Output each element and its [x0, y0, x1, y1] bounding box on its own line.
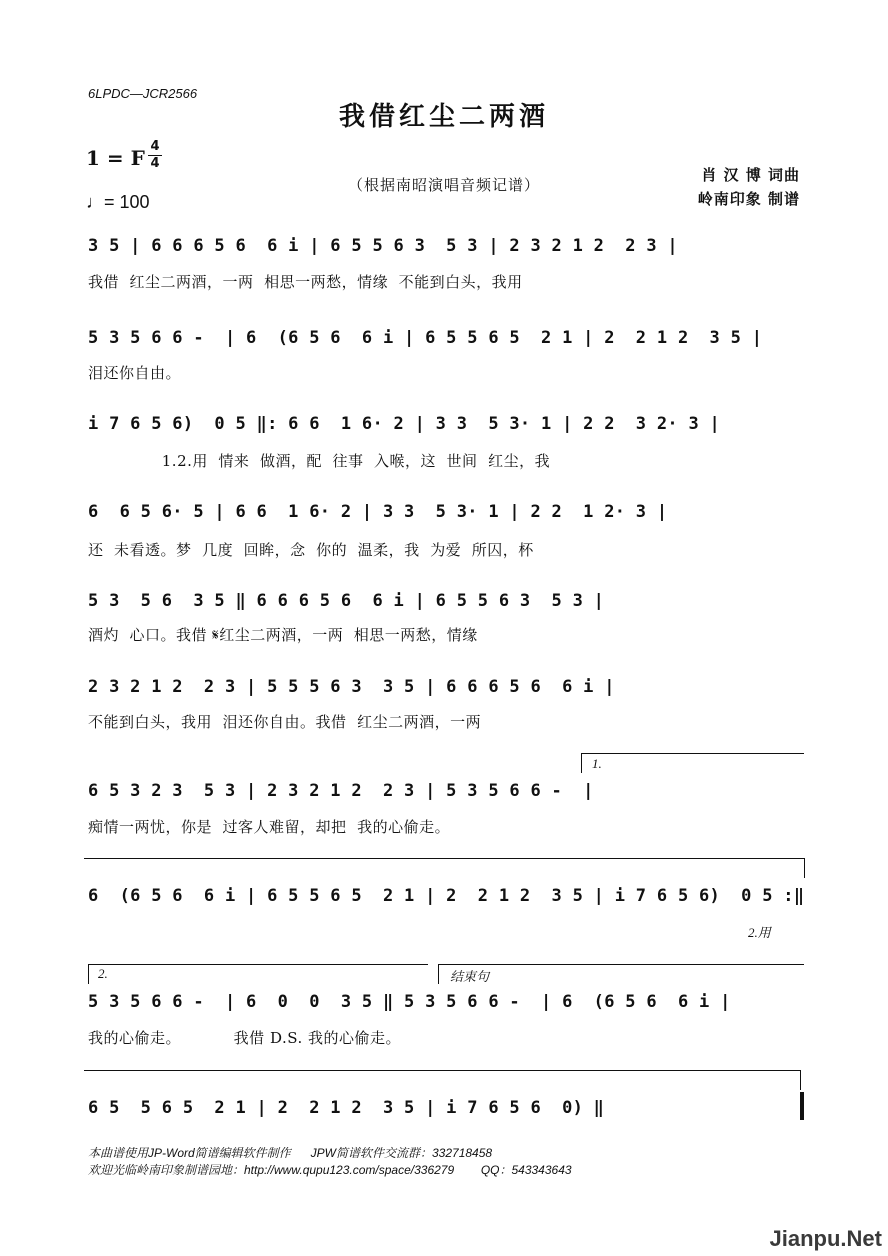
- pickup-lyric-2: 2.用: [748, 925, 771, 940]
- lyric-row-2: 泪还你自由。: [88, 364, 182, 382]
- arranger: 岭南印象 制谱: [697, 190, 800, 208]
- ending-continuation-edge: [800, 1070, 801, 1090]
- score-row-10: 6 5 5 6 5 2 1 | 2 2 1 2 3 5 | i 7 6 5 6 0) ‖: [88, 1098, 605, 1118]
- source-note: （根据南昭演唱音频记谱）: [347, 176, 540, 194]
- lyric-row-3: 1.2.用 情来 做酒，配 往事 入喉，这 世间 红尘，我: [88, 452, 551, 470]
- score-row-7: 6 5 3 2 3 5 3 | 2 3 2 1 2 2 3 | 5 3 5 6 6 - |: [88, 781, 594, 801]
- final-barline: [800, 1092, 804, 1120]
- score-code: 6LPDC—JCR2566: [88, 86, 198, 101]
- ending-bracket-edge: [438, 964, 439, 984]
- score-row-2: 5 3 5 6 6 - | 6 (6 5 6 6 i | 6 5 5 6 5 2 1 | 2 2 1 2 3 5 |: [88, 328, 763, 348]
- score-row-8: 6 (6 5 6 6 i | 6 5 5 6 5 2 1 | 2 2 1 2 3 5 | i 7 6 5 6) 0 5 :‖: [88, 886, 805, 906]
- tempo-marking: [86, 192, 150, 213]
- watermark-logo: Jianpu.Net: [769, 1226, 882, 1251]
- volta-1-continuation-edge: [804, 858, 805, 878]
- ending-bracket: [438, 964, 804, 965]
- tempo-value: = 100: [104, 192, 150, 212]
- volta-1-label: 1.: [592, 756, 602, 771]
- volta-1-bracket-edge: [581, 753, 582, 773]
- score-row-6: 2 3 2 1 2 2 3 | 5 5 5 6 3 3 5 | 6 6 6 5 6 6 i |: [88, 677, 615, 697]
- volta-1-continuation: [84, 858, 804, 859]
- time-signature: [148, 140, 162, 171]
- time-signature-top: 4: [150, 139, 160, 154]
- lyric-row-9: 我的心偷走。 我借 D.S. 我的心偷走。: [88, 1029, 401, 1047]
- footer-line-1: 本曲谱使用JP-Word简谱编辑软件制作 JPW简谱软件交流群：332718458: [88, 1146, 493, 1160]
- ending-label: 结束句: [450, 969, 490, 984]
- score-row-3: i 7 6 5 6) 0 5 ‖: 6 6 1 6· 2 | 3 3 5 3· 1 | 2 2 3 2· 3 |: [88, 414, 721, 434]
- score-row-9: 5 3 5 6 6 - | 6 0 0 3 5 ‖ 5 3 5 6 6 - | 6 (6 5 6 6 i |: [88, 992, 731, 1012]
- footer-line-2: 欢迎光临岭南印象制谱园地：http://www.qupu123.com/space/336279 QQ：543343643: [88, 1163, 572, 1177]
- volta-2-bracket: [88, 964, 428, 965]
- lyric-row-7: 痴情一两忧，你是 过客人难留，却把 我的心偷走。: [88, 818, 451, 836]
- lyric-row-6: 不能到白头，我用 泪还你自由。我借 红尘二两酒，一两: [88, 713, 482, 731]
- volta-2-label: 2.: [98, 966, 108, 981]
- score-row-5: 5 3 5 6 3 5 ‖ 6 6 6 5 6 6 i | 6 5 5 6 3 5 3 |: [88, 591, 605, 611]
- lyric-row-5: 酒灼 心口。我借 𝄋红尘二两酒，一两 相思一两愁，情缘: [88, 626, 478, 644]
- lyric-row-4: 还 未看透。梦 几度 回眸，念 你的 温柔，我 为爱 所囚，杯: [88, 541, 534, 559]
- volta-2-bracket-edge: [88, 964, 89, 984]
- score-row-4: 6 6 5 6· 5 | 6 6 1 6· 2 | 3 3 5 3· 1 | 2 2 1 2· 3 |: [88, 502, 668, 522]
- time-signature-bottom: 4: [150, 156, 160, 171]
- volta-1-bracket: [581, 753, 804, 754]
- lyric-row-1: 我借 红尘二两酒，一两 相思一两愁，情缘 不能到白头，我用: [88, 273, 523, 291]
- key-signature: 1 = F: [86, 146, 145, 170]
- ending-continuation: [84, 1070, 800, 1071]
- lyricist-composer: 肖 汉 博 词曲: [701, 166, 800, 184]
- page-title: 我借红尘二两酒: [338, 102, 549, 132]
- quarter-note-icon: ♩: [86, 192, 104, 212]
- score-row-1: 3 5 | 6 6 6 5 6 6 i | 6 5 5 6 3 5 3 | 2 3 2 1 2 2 3 |: [88, 236, 678, 256]
